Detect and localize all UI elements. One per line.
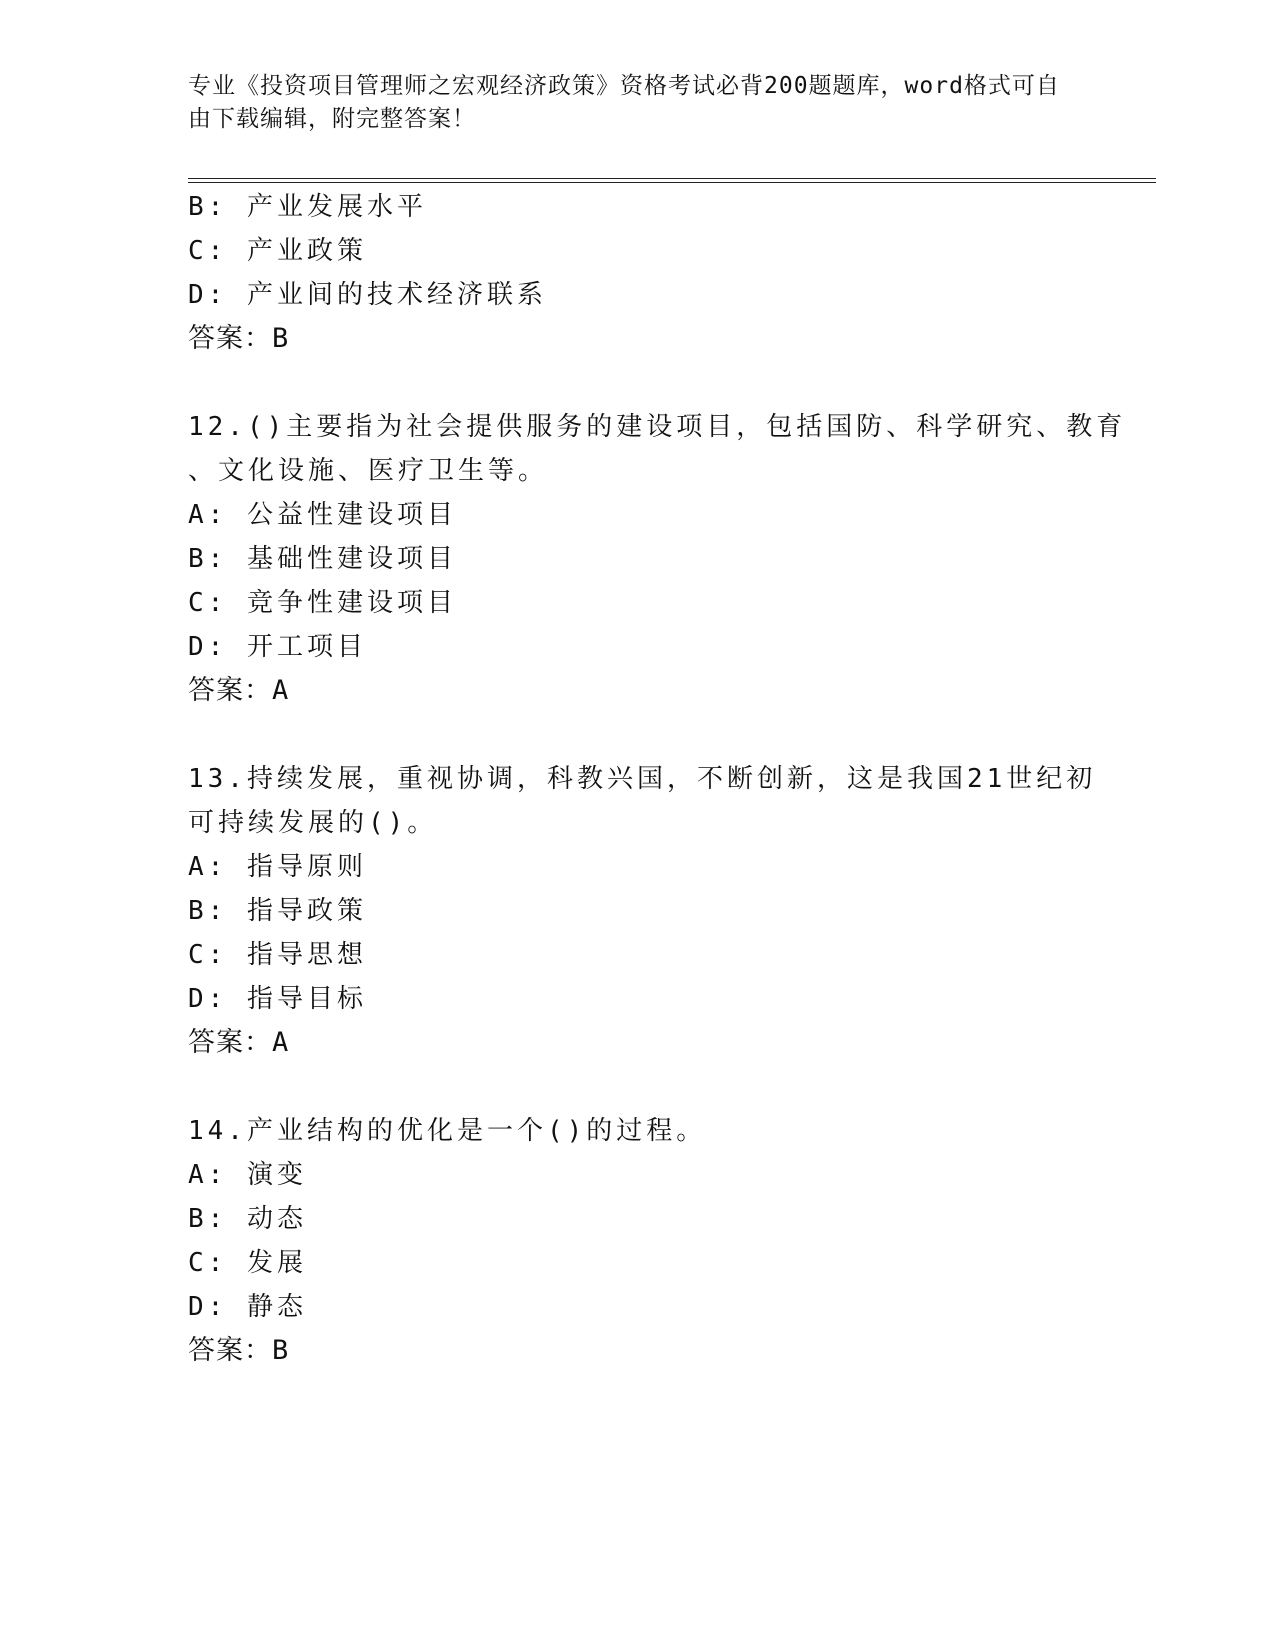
question-stem-line-2: 可持续发展的()。 xyxy=(188,808,438,838)
option-c: C: 竞争性建设项目 xyxy=(188,588,457,618)
question-stem-line-1: 12.()主要指为社会提供服务的建设项目，包括国防、科学研究、教育 xyxy=(188,412,1127,442)
header-divider xyxy=(188,178,1156,183)
option-b: B: 指导政策 xyxy=(188,896,367,926)
option-b: B: 动态 xyxy=(188,1204,307,1234)
option-b: B: 基础性建设项目 xyxy=(188,544,457,574)
answer-label: 答案： xyxy=(188,1335,272,1366)
option-a: A: 演变 xyxy=(188,1160,307,1190)
option-c: C: 产业政策 xyxy=(188,236,367,266)
question-stem-line-1: 13.持续发展，重视协调，科教兴国，不断创新，这是我国21世纪初 xyxy=(188,764,1097,794)
answer-value: A xyxy=(272,1027,290,1058)
document-header: 专业《投资项目管理师之宏观经济政策》资格考试必背200题题库，word格式可自由下载编辑，附完整答案！ xyxy=(188,73,1060,132)
answer-value: B xyxy=(272,1335,290,1366)
option-c: C: 发展 xyxy=(188,1248,307,1278)
answer-value: B xyxy=(272,323,290,354)
option-a: A: 指导原则 xyxy=(188,852,367,882)
option-d: D: 指导目标 xyxy=(188,984,367,1014)
option-b: B: 产业发展水平 xyxy=(188,192,427,222)
answer-value: A xyxy=(272,675,290,706)
option-a: A: 公益性建设项目 xyxy=(188,500,457,530)
answer-line xyxy=(188,1334,289,1368)
question-stem-line-2: 、文化设施、医疗卫生等。 xyxy=(188,456,549,486)
option-d: D: 静态 xyxy=(188,1292,307,1322)
option-d: D: 开工项目 xyxy=(188,632,367,662)
option-c: C: 指导思想 xyxy=(188,940,367,970)
option-d: D: 产业间的技术经济联系 xyxy=(188,280,547,310)
answer-line xyxy=(188,1026,289,1060)
answer-line xyxy=(188,674,289,708)
answer-line xyxy=(188,322,289,356)
answer-label: 答案： xyxy=(188,323,272,354)
question-stem-line-1: 14.产业结构的优化是一个()的过程。 xyxy=(188,1116,707,1146)
answer-label: 答案： xyxy=(188,1027,272,1058)
answer-label: 答案： xyxy=(188,675,272,706)
